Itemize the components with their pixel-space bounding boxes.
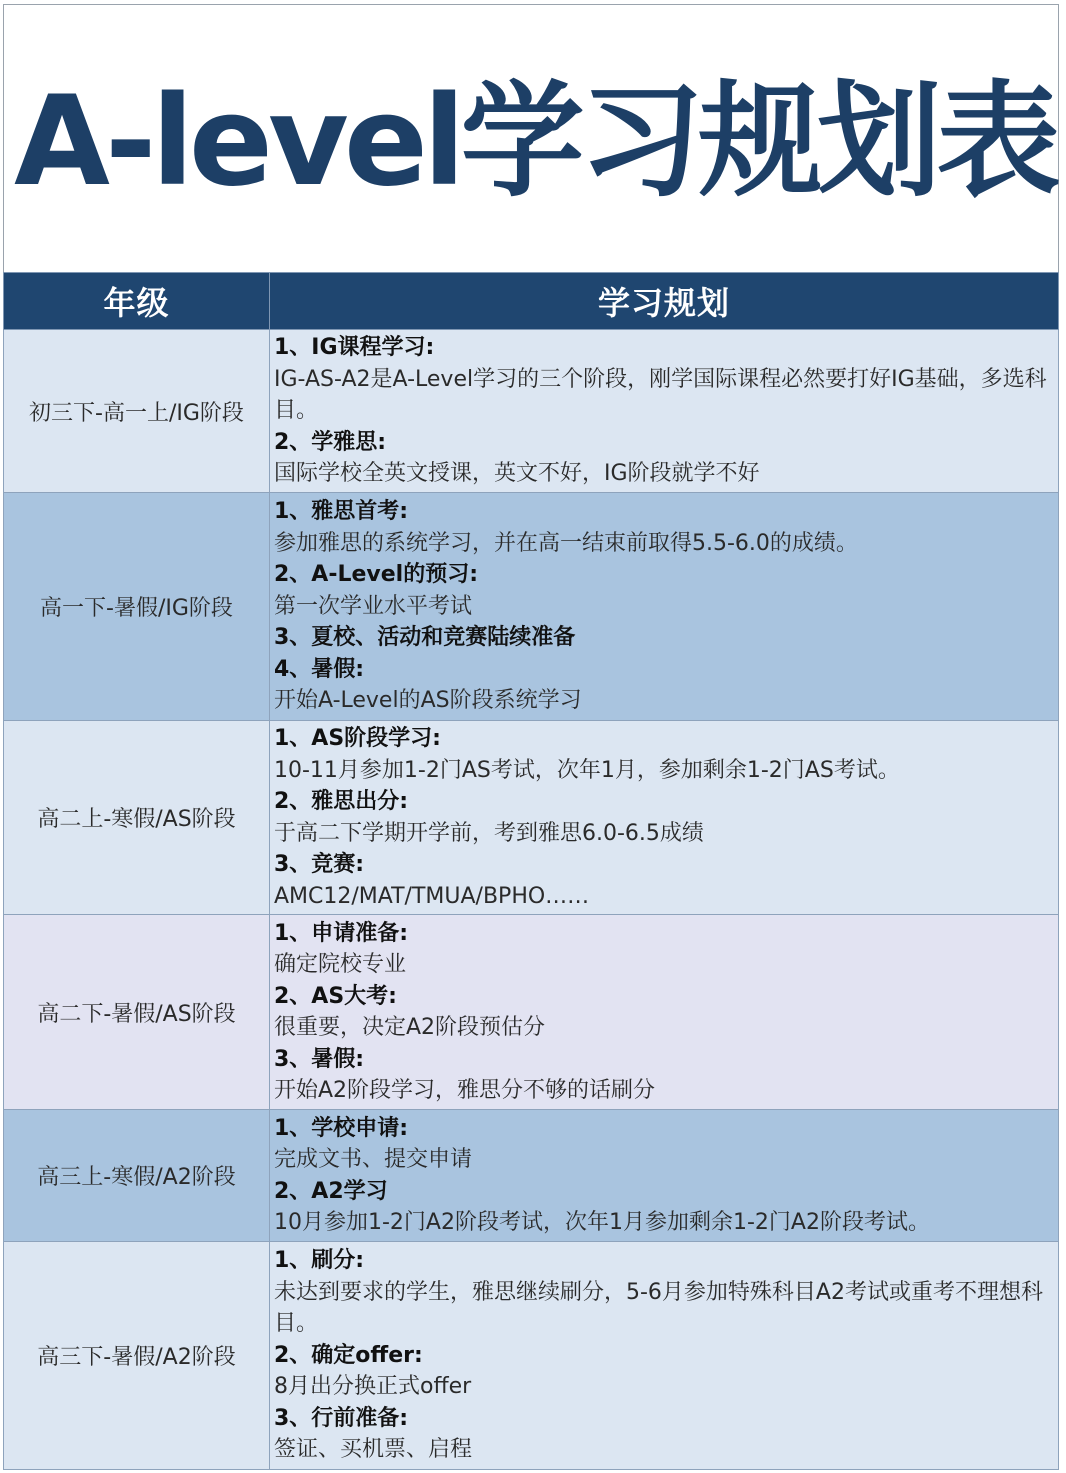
- plan-table: [3, 272, 1059, 1470]
- plan-item-text: 国际学校全英文授课，英文不好，IG阶段就学不好: [274, 461, 760, 487]
- plan-item-heading: 4、暑假:: [274, 656, 365, 682]
- plan-item-heading: 1、学校申请:: [274, 1115, 409, 1141]
- plan-item-heading: 3、暑假:: [274, 1046, 365, 1072]
- plan-item-text: 8月出分换正式offer: [274, 1374, 472, 1400]
- table-row: [4, 493, 1059, 721]
- plan-item-text: 10月参加1-2门A2阶段考试，次年1月参加剩余1-2门A2阶段考试。: [274, 1210, 930, 1235]
- plan-item-text: 参加雅思的系统学习，并在高一结束前取得5.5-6.0的成绩。: [274, 530, 858, 556]
- plan-item-heading: 2、A-Level的预习:: [274, 562, 479, 588]
- table-row: [4, 330, 1059, 493]
- plan-item-heading: 3、行前准备:: [274, 1405, 409, 1431]
- plan-item-heading: 1、AS阶段学习:: [274, 726, 441, 751]
- plan-item-text: 很重要，决定A2阶段预估分: [274, 1015, 546, 1040]
- plan-item-heading: 1、IG课程学习:: [274, 335, 435, 361]
- table-row: [4, 915, 1059, 1110]
- plan-cell: [270, 915, 1059, 1110]
- plan-item-text: 于高二下学期开学前，考到雅思6.0-6.5成绩: [274, 820, 704, 846]
- header-plan: 学习规划: [270, 273, 1059, 330]
- plan-item-text: 第一次学业水平考试: [274, 593, 473, 619]
- plan-item-text: IG-AS-A2是A-Level学习的三个阶段，刚学国际课程必然要打好IG基础，多选科目。: [274, 366, 1047, 424]
- plan-item-heading: 2、A2学习: [274, 1178, 388, 1204]
- grade-cell: 高三上-寒假/A2阶段: [4, 1110, 270, 1242]
- plan-cell: [270, 493, 1059, 721]
- plan-item-text: AMC12/MAT/TMUA/BPHO……: [274, 883, 590, 909]
- plan-item-heading: 3、夏校、活动和竞赛陆续准备: [274, 625, 576, 651]
- plan-item-heading: 3、竞赛:: [274, 852, 365, 877]
- table-header-row: [4, 273, 1059, 330]
- grade-cell: 高二下-暑假/AS阶段: [4, 915, 270, 1110]
- grade-cell: 高三下-暑假/A2阶段: [4, 1242, 270, 1470]
- table-row: [4, 1242, 1059, 1470]
- plan-cell: [270, 1242, 1059, 1470]
- plan-item-text: 10-11月参加1-2门AS考试，次年1月，参加剩余1-2门AS考试。: [274, 757, 900, 783]
- plan-item-text: 开始A-Level的AS阶段系统学习: [274, 688, 582, 714]
- plan-item-heading: 2、学雅思:: [274, 429, 387, 455]
- plan-item-heading: 1、申请准备:: [274, 920, 409, 946]
- plan-item-text: 未达到要求的学生，雅思继续刷分，5-6月参加特殊科目A2考试或重考不理想科目。: [274, 1279, 1043, 1337]
- plan-item-text: 签证、买机票、启程: [274, 1437, 473, 1463]
- table-row: [4, 1110, 1059, 1242]
- plan-item-heading: 2、AS大考:: [274, 983, 397, 1009]
- plan-item-text: 完成文书、提交申请: [274, 1147, 473, 1172]
- header-grade: 年级: [4, 273, 270, 330]
- plan-cell: [270, 721, 1059, 915]
- grade-cell: 高二上-寒假/AS阶段: [4, 721, 270, 915]
- plan-item-heading: 2、确定offer:: [274, 1342, 423, 1368]
- grade-cell: 高一下-暑假/IG阶段: [4, 493, 270, 721]
- page-title: A-level学习规划表: [14, 70, 1056, 214]
- plan-item-heading: 1、雅思首考:: [274, 499, 409, 525]
- plan-item-text: 开始A2阶段学习，雅思分不够的话刷分: [274, 1078, 656, 1103]
- plan-item-text: 确定院校专业: [274, 952, 407, 977]
- plan-item-heading: 2、雅思出分:: [274, 789, 409, 814]
- table-row: [4, 721, 1059, 915]
- plan-cell: [270, 330, 1059, 493]
- grade-cell: 初三下-高一上/IG阶段: [4, 330, 270, 493]
- plan-item-heading: 1、刷分:: [274, 1248, 365, 1274]
- plan-cell: [270, 1110, 1059, 1242]
